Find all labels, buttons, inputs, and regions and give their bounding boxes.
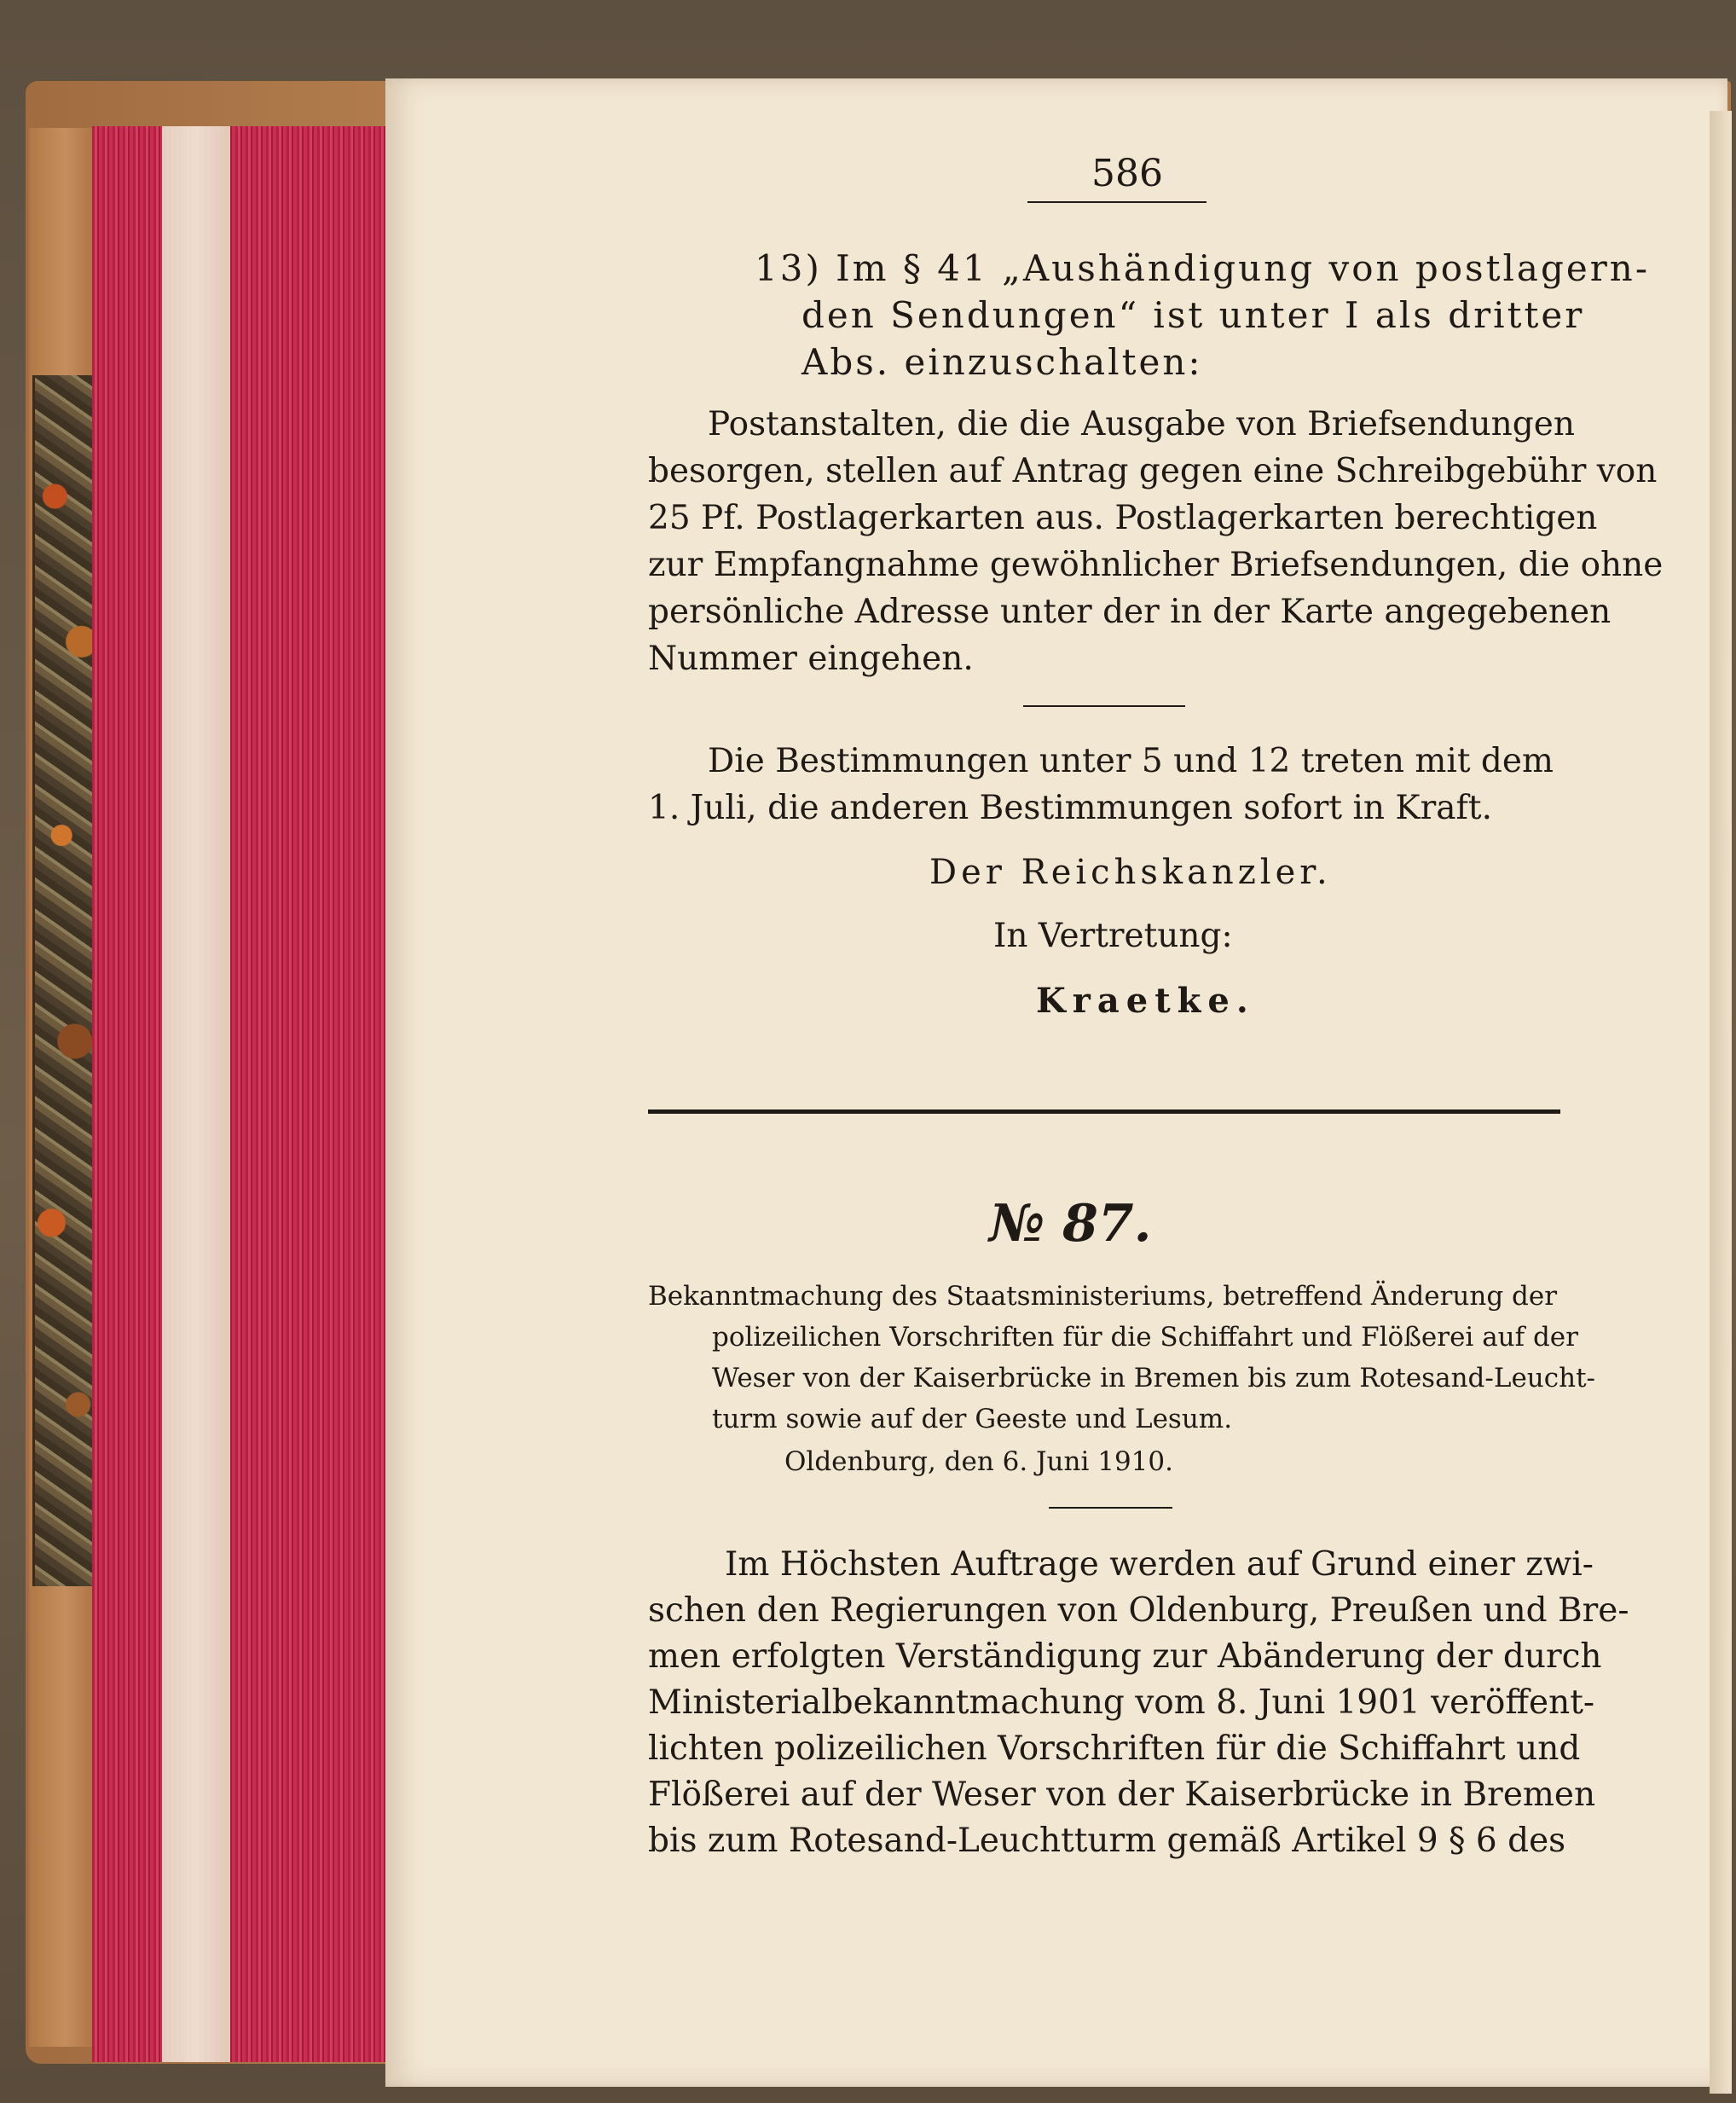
body-line-7: bis zum Rotesand-Leuchtturm gemäß Artikel 9 § 6 des — [648, 1822, 1566, 1860]
body-line-5: lichten polizeilichen Vorschriften für die Schiffahrt und — [648, 1729, 1581, 1768]
effective-line-1: Die Bestimmungen unter 5 und 12 treten mit dem — [708, 742, 1554, 780]
thick-section-rule — [648, 1109, 1560, 1114]
signature-office: Der Reichskanzler. — [929, 853, 1332, 892]
section-13-text-line-2: besorgen, stellen auf Antrag gegen eine Schreibgebühr von — [648, 452, 1658, 490]
signature-name: Kraetke. — [1036, 981, 1255, 1021]
page-number: 586 — [1091, 152, 1163, 195]
page-edges-light-band — [162, 126, 230, 2062]
section-13-text-line-6: Nummer eingehen. — [648, 640, 974, 678]
effective-line-2: 1. Juli, die anderen Bestimmungen sofort in Kraft. — [648, 789, 1492, 827]
body-line-1: Im Höchsten Auftrage werden auf Grund einer zwi- — [725, 1545, 1594, 1584]
section-13-text-line-3: 25 Pf. Postlagerkarten aus. Postlagerkarten berechtigen — [648, 499, 1598, 537]
section-13-line-1: 13) Im § 41 „Aushändigung von postlagern- — [755, 247, 1651, 289]
body-line-3: men erfolgten Verständigung zur Abänderung der durch — [648, 1637, 1602, 1676]
announcement-title-line-2: polizeilichen Vorschriften für die Schiffahrt und Flößerei auf der — [712, 1322, 1578, 1353]
section-divider-rule — [1023, 705, 1185, 707]
announcement-title-line-1: Bekanntmachung des Staatsministeriums, betreffend Änderung der — [648, 1281, 1558, 1312]
section-13-text-line-4: zur Empfangnahme gewöhnlicher Briefsendungen, die ohne — [648, 546, 1664, 584]
section-13-text-line-5: persönliche Adresse unter der in der Karte angegebenen — [648, 593, 1612, 631]
announcement-title-line-4: turm sowie auf der Geeste und Lesum. — [712, 1404, 1233, 1434]
signature-deputy: In Vertretung: — [993, 917, 1233, 955]
announcement-title-line-3: Weser von der Kaiserbrücke in Bremen bis zum Rotesand-Leucht- — [712, 1363, 1596, 1393]
section-13-line-2: den Sendungen“ ist unter I als dritter — [801, 294, 1585, 336]
date-rule — [1049, 1507, 1172, 1509]
body-line-2: schen den Regierungen von Oldenburg, Preußen und Bre- — [648, 1591, 1629, 1630]
page-edges-block — [92, 126, 391, 2062]
page-right-edge — [1710, 111, 1732, 2094]
section-13-line-3: Abs. einzuschalten: — [801, 341, 1203, 383]
entry-number: № 87. — [989, 1194, 1152, 1254]
place-date: Oldenburg, den 6. Juni 1910. — [784, 1446, 1173, 1477]
body-line-4: Ministerialbekanntmachung vom 8. Juni 1901 veröffent- — [648, 1683, 1595, 1722]
body-line-6: Flößerei auf der Weser von der Kaiserbrücke in Bremen — [648, 1776, 1596, 1814]
page-number-rule — [1027, 201, 1207, 203]
section-13-text-line-1: Postanstalten, die die Ausgabe von Briefsendungen — [708, 405, 1575, 443]
